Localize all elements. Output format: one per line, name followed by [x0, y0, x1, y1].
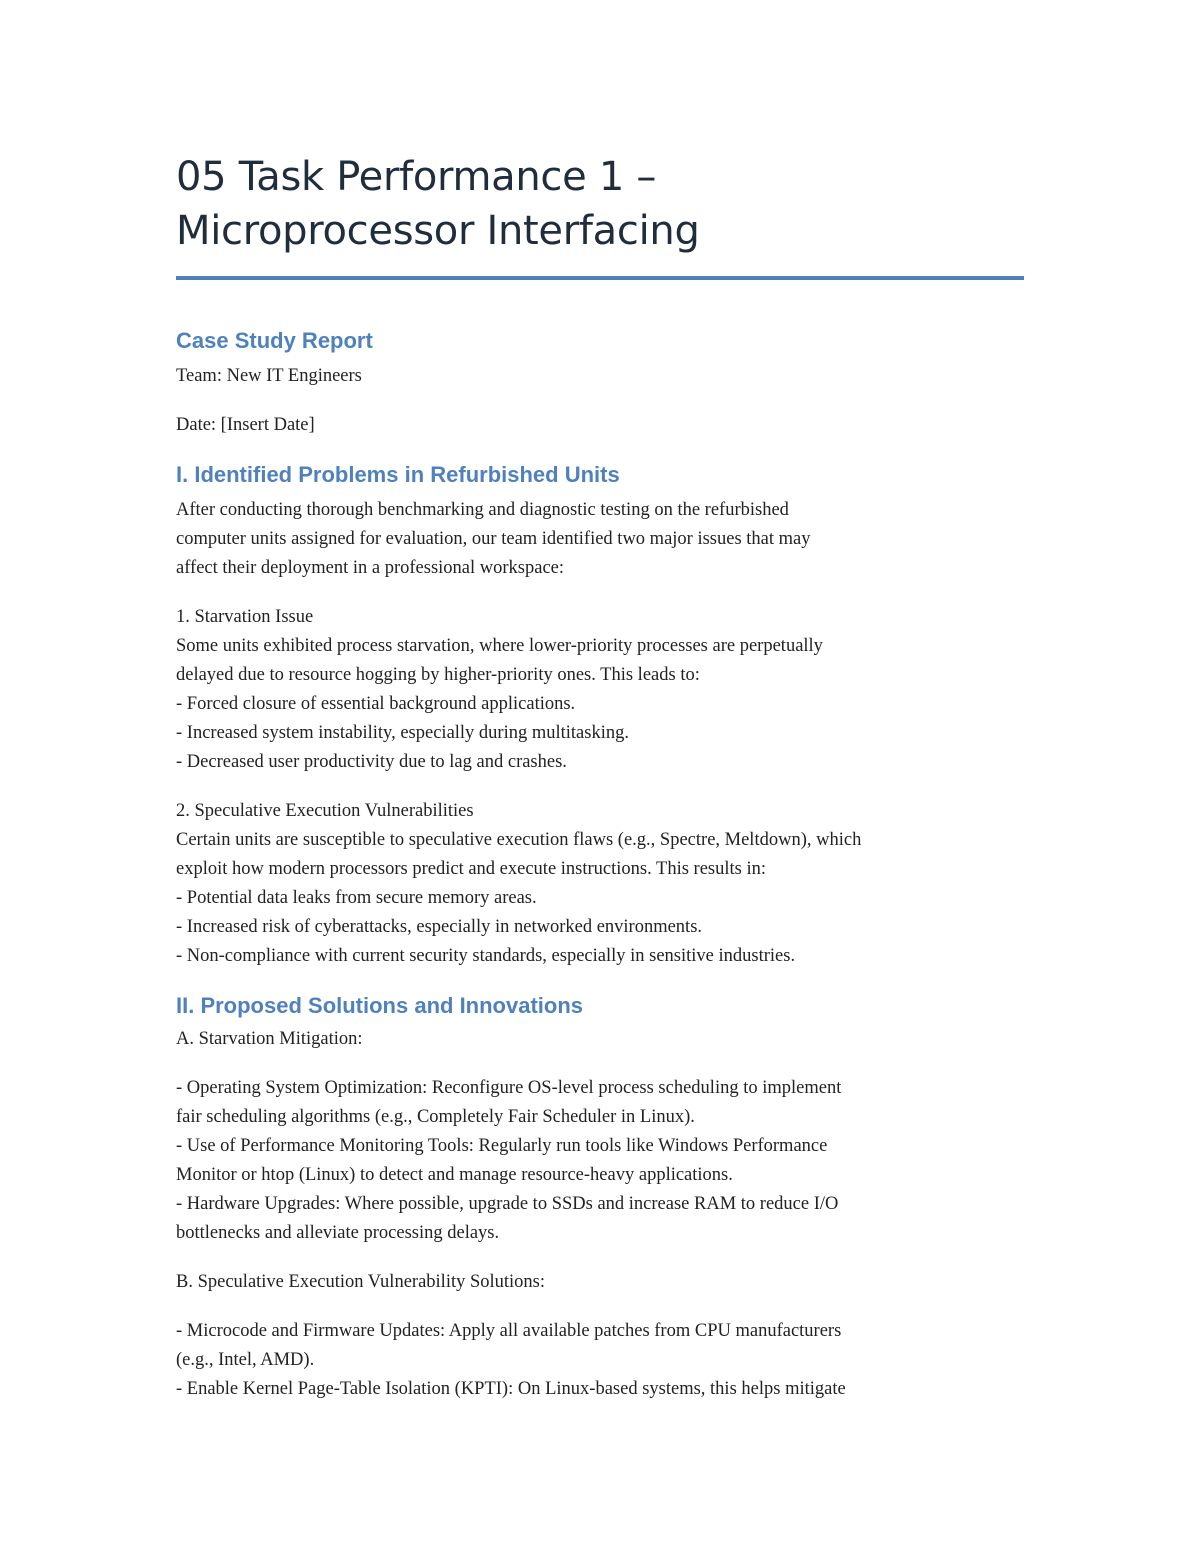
issue-1-block [176, 603, 1026, 777]
solution-line: - Use of Performance Monitoring Tools: Regularly run tools like Windows Performance [176, 1136, 828, 1156]
issue-line: delayed due to resource hogging by higher-priority ones. This leads to: [176, 665, 700, 685]
issue-2-block [176, 797, 1026, 971]
solution-line: - Operating System Optimization: Reconfigure OS-level process scheduling to implement [176, 1078, 842, 1098]
team-line: Team: New IT Engineers [176, 366, 362, 386]
issue-1-title: 1. Starvation Issue [176, 607, 314, 627]
title-underline-rule [176, 276, 1024, 280]
issue-line: Certain units are susceptible to speculative execution flaws (e.g., Spectre, Meltdown), which [176, 830, 862, 850]
section-1-intro [176, 496, 1026, 583]
solution-line: - Microcode and Firmware Updates: Apply all available patches from CPU manufacturers [176, 1321, 842, 1341]
issue-line: - Increased risk of cyberattacks, especially in networked environments. [176, 917, 703, 937]
solution-line: fair scheduling algorithms (e.g., Completely Fair Scheduler in Linux). [176, 1107, 695, 1127]
solution-line: - Enable Kernel Page-Table Isolation (KPTI): On Linux-based systems, this helps mitigate [176, 1379, 846, 1399]
issue-line: Some units exhibited process starvation, where lower-priority processes are perpetually [176, 636, 823, 656]
part-b-block [176, 1317, 1026, 1404]
issue-line: exploit how modern processors predict and execute instructions. This results in: [176, 859, 766, 879]
issue-line: - Increased system instability, especially during multitasking. [176, 723, 629, 743]
part-a-title: A. Starvation Mitigation: [176, 1029, 363, 1049]
intro-line: After conducting thorough benchmarking and diagnostic testing on the refurbished [176, 500, 789, 520]
issue-line: - Decreased user productivity due to lag and crashes. [176, 752, 567, 772]
document-title [176, 150, 1026, 258]
intro-line: computer units assigned for evaluation, our team identified two major issues that may [176, 529, 811, 549]
section-2-heading: II. Proposed Solutions and Innovations [176, 993, 584, 1018]
issue-line: - Non-compliance with current security standards, especially in sensitive industries. [176, 946, 796, 966]
solution-line: - Hardware Upgrades: Where possible, upgrade to SSDs and increase RAM to reduce I/O [176, 1194, 839, 1214]
part-a-block [176, 1074, 1026, 1248]
document-page [176, 150, 1026, 1404]
solution-line: bottlenecks and alleviate processing delays. [176, 1223, 500, 1243]
issue-line: - Forced closure of essential background applications. [176, 694, 576, 714]
solution-line: (e.g., Intel, AMD). [176, 1350, 315, 1370]
issue-2-title: 2. Speculative Execution Vulnerabilities [176, 801, 474, 821]
solution-line: Monitor or htop (Linux) to detect and manage resource-heavy applications. [176, 1165, 733, 1185]
issue-line: - Potential data leaks from secure memory areas. [176, 888, 537, 908]
intro-line: affect their deployment in a professional workspace: [176, 558, 565, 578]
title-line-2: Microprocessor Interfacing [176, 208, 700, 254]
section-1-heading: I. Identified Problems in Refurbished Units [176, 462, 620, 487]
part-b-title: B. Speculative Execution Vulnerability Solutions: [176, 1272, 546, 1292]
date-line: Date: [Insert Date] [176, 415, 315, 435]
report-subtitle: Case Study Report [176, 328, 373, 353]
title-line-1: 05 Task Performance 1 – [176, 154, 657, 200]
